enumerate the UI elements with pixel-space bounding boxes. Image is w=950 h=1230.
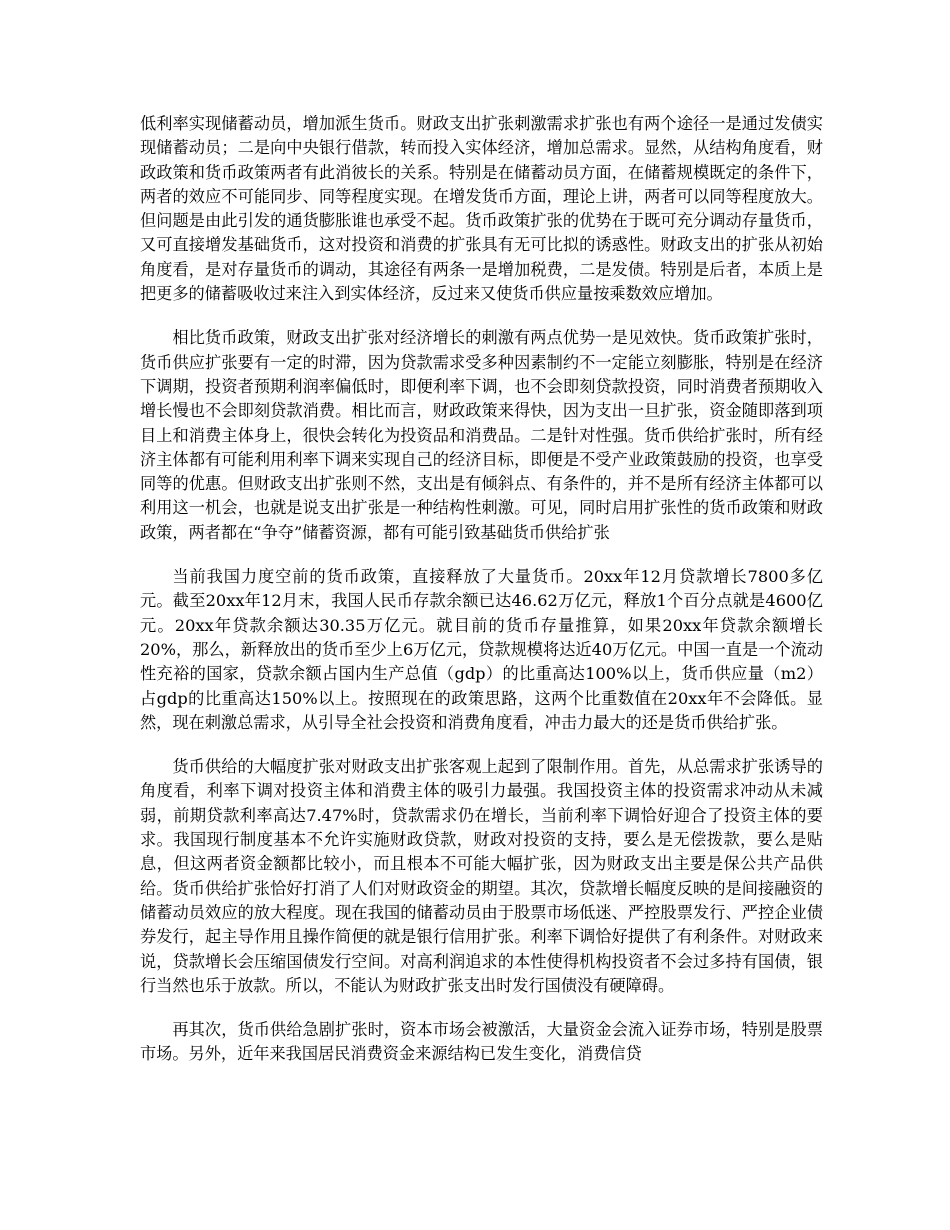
paragraph-4: 货币供给的大幅度扩张对财政支出扩张客观上起到了限制作用。首先，从总需求扩张诱导的角度看，利率下调对投资主体和消费主体的吸引力最强。我国投资主体的投资需求冲动从未减弱，前期贷款利率高达7.47%时，贷款需求仍在增长，当前利率下调恰好迎合了投资主体的要求。我国现行制度基本不允许实施财政贷款，财政对投资的支持，要么是无偿拨款，要么是贴息，但这两者资金额都比较小，而且根本不可能大幅扩张，因为财政支出主要是保公共产品供给。货币供给扩张恰好打消了人们对财政资金的期望。其次，贷款增长幅度反映的是间接融资的储蓄动员效应的放大程度。现在我国的储蓄动员由于股票市场低迷、严控股票发行、严控企业债券发行，起主导作用且操作简便的就是银行信用扩张。利率下调恰好提供了有利条件。对财政来说，贷款增长会压缩国债发行空间。对高利润追求的本性使得机构投资者不会过多持有国债，银行当然也乐于放款。所以，不能认为财政扩张支出时发行国债没有硬障碍。 [140,757,823,995]
document-page [140,112,823,1087]
paragraph-1: 低利率实现储蓄动员，增加派生货币。财政支出扩张刺激需求扩张也有两个途径一是通过发债实现储蓄动员；二是向中央银行借款，转而投入实体经济，增加总需求。显然，从结构角度看，财政政策和货币政策两者有此消彼长的关系。特别是在储蓄动员方面，在储蓄规模既定的条件下，两者的效应不可能同步、同等程度实现。在增发货币方面，理论上讲，两者可以同等程度放大。但问题是由此引发的通货膨胀谁也承受不起。货币政策扩张的优势在于既可充分调动存量货币，又可直接增发基础货币，这对投资和消费的扩张具有无可比拟的诱惑性。财政支出的扩张从初始角度看，是对存量货币的调动，其途径有两条一是增加税费，二是发债。特别是后者，本质上是把更多的储蓄吸收过来注入到实体经济，反过来又使货币供应量按乘数效应增加。 [140,114,823,304]
paragraph-2: 相比货币政策，财政支出扩张对经济增长的刺激有两点优势一是见效快。货币政策扩张时，货币供应扩张要有一定的时滞，因为贷款需求受多种因素制约不一定能立刻膨胀，特别是在经济下调期，投资者预期利润率偏低时，即便利率下调，也不会即刻贷款投资，同时消费者预期收入增长慢也不会即刻贷款消费。相比而言，财政政策来得快，因为支出一旦扩张，资金随即落到项目上和消费主体身上，很快会转化为投资品和消费品。二是针对性强。货币供给扩张时，所有经济主体都有可能利用利率下调来实现自己的经济目标，即便是不受产业政策鼓励的投资，也享受同等的优惠。但财政支出扩张则不然，支出是有倾斜点、有条件的，并不是所有经济主体都可以利用这一机会，也就是说支出扩张是一种结构性刺激。可见，同时启用扩张性的货币政策和财政政策，两者都在“争夺”储蓄资源，都有可能引致基础货币供给扩张 [140,328,823,542]
paragraph-5: 再其次，货币供给急剧扩张时，资本市场会被激活，大量资金会流入证券市场，特别是股票市场。另外，近年来我国居民消费资金来源结构已发生变化，消费信贷 [140,1020,823,1064]
paragraph-3: 当前我国力度空前的货币政策，直接释放了大量货币。20xx年12月贷款增长7800多亿元。截至20xx年12月末，我国人民币存款余额已达46.62万亿元，释放1个百分点就是4600亿元。20xx年贷款余额达30.35万亿元。就目前的货币存量推算，如果20xx年贷款余额增长20%，那么，新释放出的货币至少上6万亿元，贷款规模将达近40万亿元。中国一直是一个流动性充裕的国家，贷款余额占国内生产总值（gdp）的比重高达100%以上，货币供应量（m2）占gdp的比重高达150%以上。按照现在的政策思路，这两个比重数值在20xx年不会降低。显然，现在刺激总需求，从引导全社会投资和消费角度看，冲击力最大的还是货币供给扩张。 [140,567,823,732]
